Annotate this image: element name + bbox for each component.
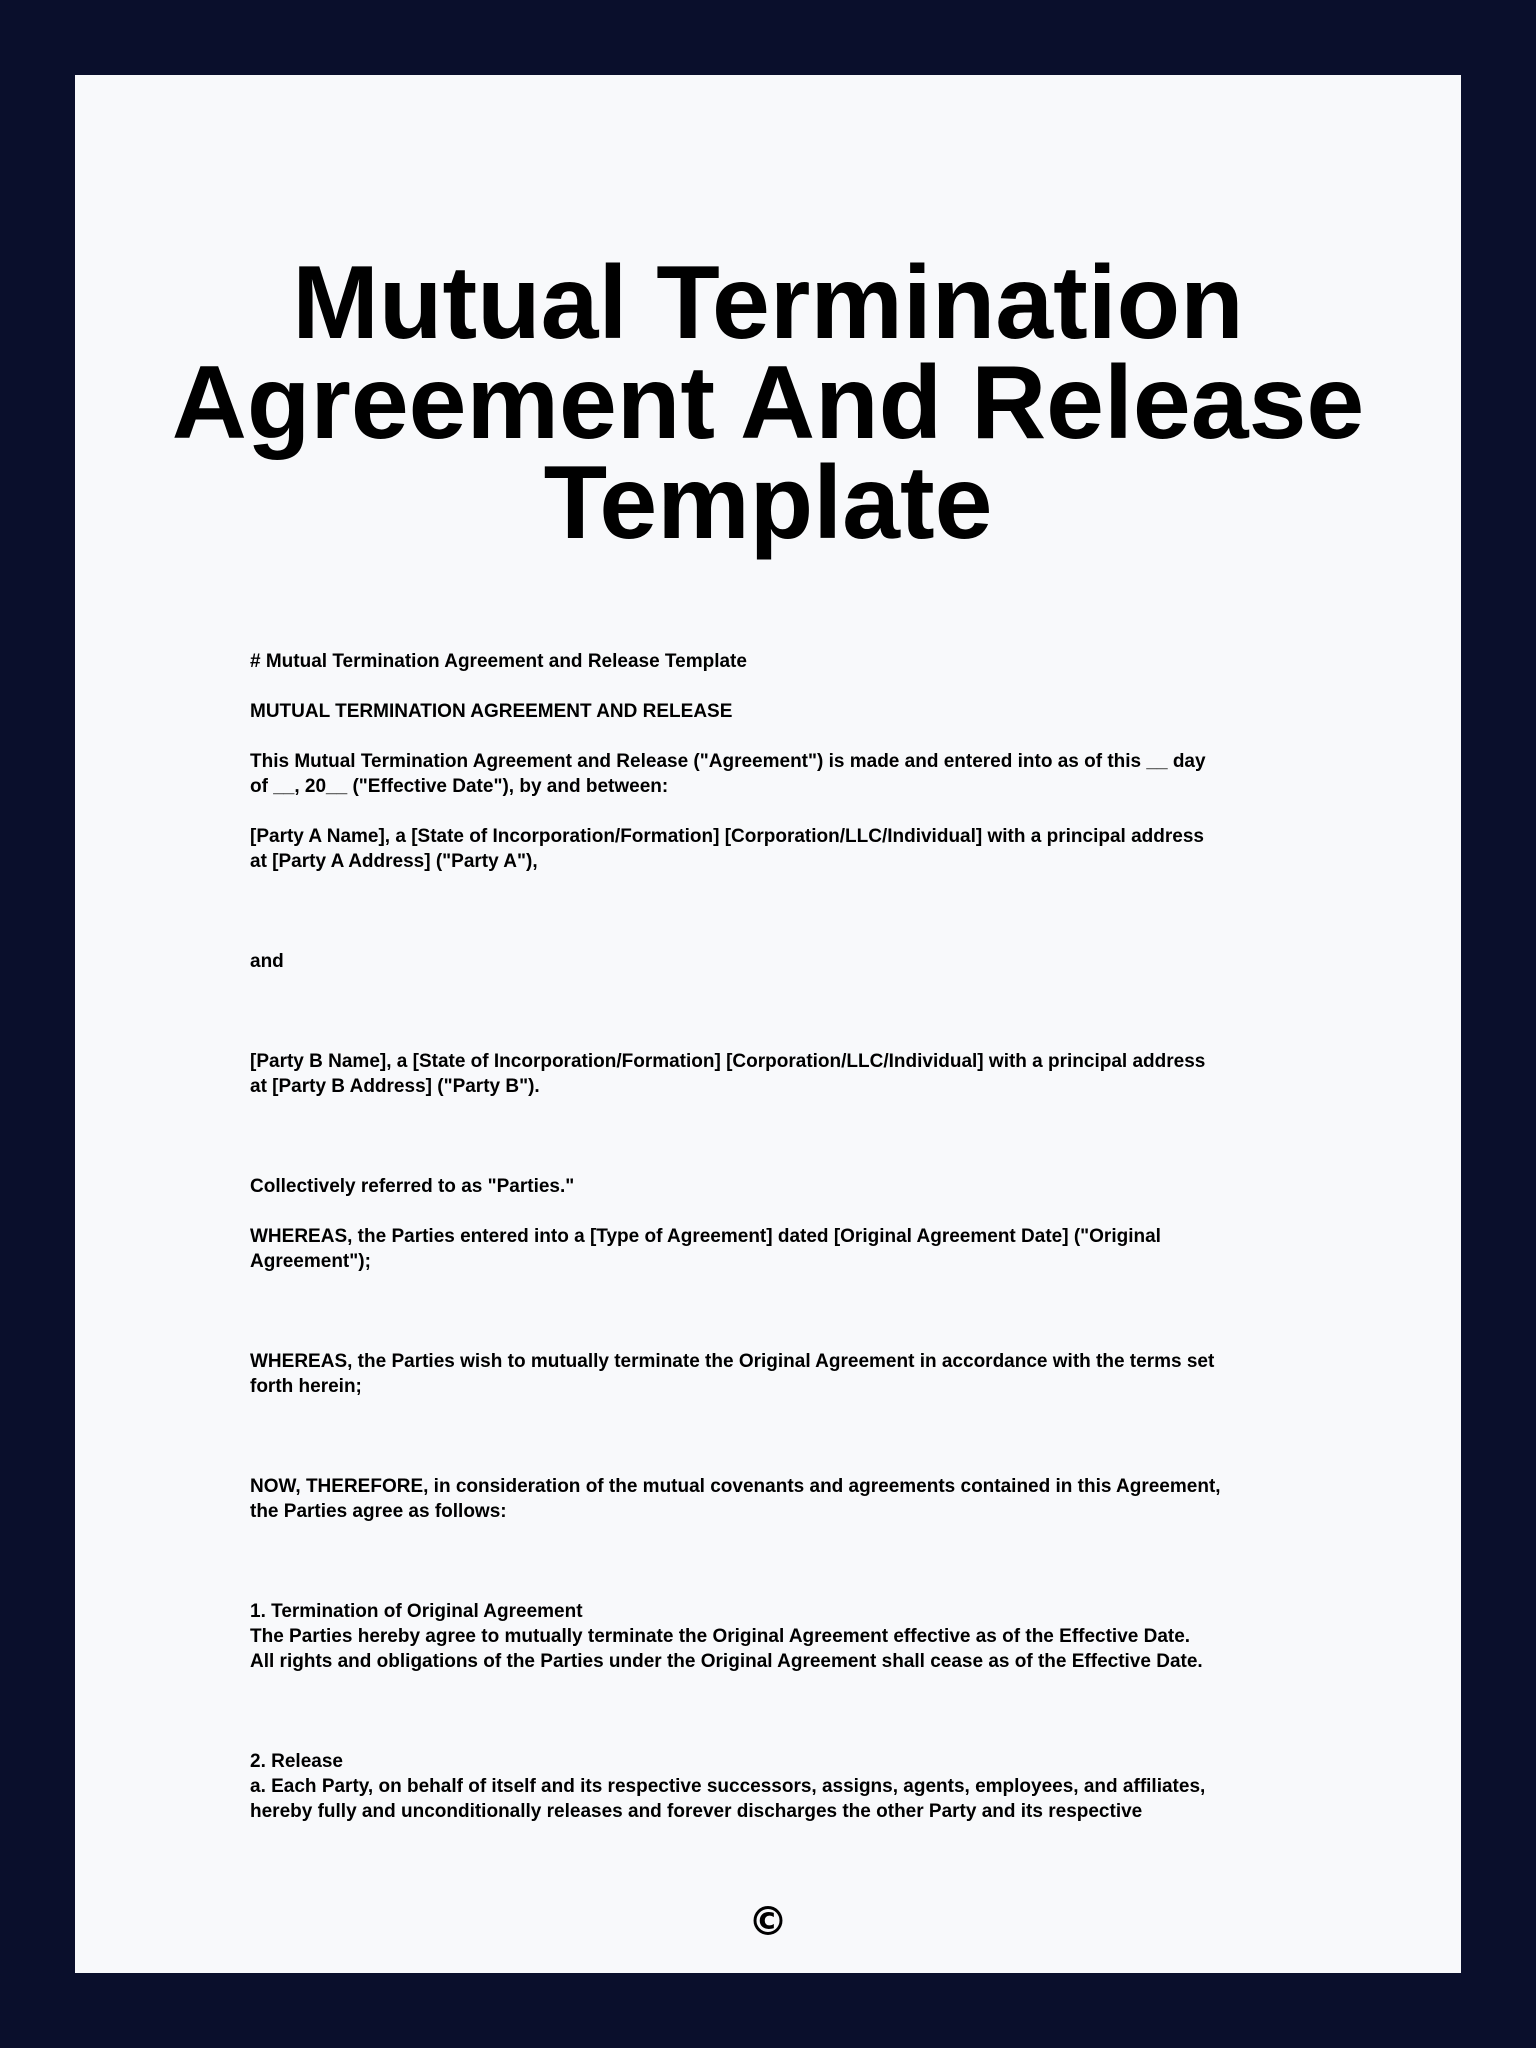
document-title <box>75 245 1461 561</box>
document-title-line: Mutual Termination <box>292 245 1244 361</box>
section-heading: 2. Release <box>250 1751 343 1772</box>
whereas-paragraph-2 <box>250 1349 1310 1399</box>
paragraph-line: of __, 20__ ("Effective Date"), by and between: <box>250 776 669 797</box>
paragraph-line: a. Each Party, on behalf of itself and its respective successors, assigns, agents, employees, and affiliates, <box>250 1776 1206 1797</box>
collectively-paragraph: Collectively referred to as "Parties." <box>250 1176 575 1197</box>
copyright-icon: © <box>748 1899 788 1945</box>
paragraph-line: [Party A Name], a [State of Incorporation/Formation] [Corporation/LLC/Individual] with a principal address <box>250 826 1204 847</box>
section-release <box>250 1749 1310 1824</box>
paragraph-line: Agreement"); <box>250 1251 371 1272</box>
section-termination <box>250 1599 1310 1674</box>
and-text: and <box>250 951 284 972</box>
paragraph-line: WHEREAS, the Parties entered into a [Type of Agreement] dated [Original Agreement Date] ("Original <box>250 1226 1161 1247</box>
paragraph-line: [Party B Name], a [State of Incorporation/Formation] [Corporation/LLC/Individual] with a principal address <box>250 1051 1206 1072</box>
paragraph-line: This Mutual Termination Agreement and Release ("Agreement") is made and entered into as of this __ day <box>250 751 1206 772</box>
intro-paragraph <box>250 749 1310 799</box>
paragraph-line: forth herein; <box>250 1376 362 1397</box>
markdown-heading: # Mutual Termination Agreement and Release Template <box>250 651 747 672</box>
paragraph-line: The Parties hereby agree to mutually terminate the Original Agreement effective as of the Effective Date. <box>250 1626 1191 1647</box>
paragraph-line: WHEREAS, the Parties wish to mutually terminate the Original Agreement in accordance with the terms set <box>250 1351 1215 1372</box>
paragraph-line: NOW, THEREFORE, in consideration of the mutual covenants and agreements contained in this Agreement, <box>250 1476 1221 1497</box>
paragraph-line: at [Party A Address] ("Party A"), <box>250 851 538 872</box>
agreement-heading: MUTUAL TERMINATION AGREEMENT AND RELEASE <box>250 701 733 722</box>
document-page <box>75 75 1461 1973</box>
section-heading: 1. Termination of Original Agreement <box>250 1601 583 1622</box>
document-title-line: Template <box>543 445 993 561</box>
whereas-paragraph-1 <box>250 1224 1310 1274</box>
paragraph-line: All rights and obligations of the Parties under the Original Agreement shall cease as of the Effective Date. <box>250 1651 1203 1672</box>
paragraph-line: at [Party B Address] ("Party B"). <box>250 1076 540 1097</box>
document-title-line: Agreement And Release <box>171 345 1365 461</box>
now-therefore-paragraph <box>250 1474 1310 1524</box>
party-a-paragraph <box>250 824 1310 874</box>
paragraph-line: hereby fully and unconditionally releases and forever discharges the other Party and its respective <box>250 1801 1143 1822</box>
paragraph-line: the Parties agree as follows: <box>250 1501 507 1522</box>
party-b-paragraph <box>250 1049 1310 1099</box>
